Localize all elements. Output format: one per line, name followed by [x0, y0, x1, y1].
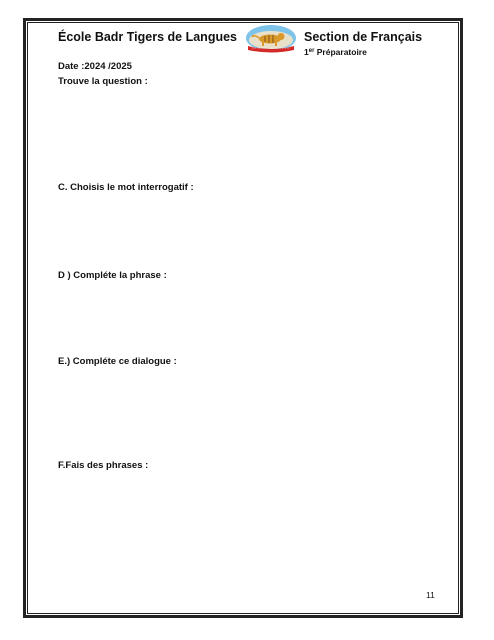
page-number: 11 — [426, 590, 435, 600]
question-title-interrogative-word: C. Choisis le mot interrogatif : — [58, 182, 194, 193]
question-title-make-sentences: F.Fais des phrases : — [58, 460, 149, 471]
school-year-date: Date :2024 /2025 — [58, 61, 132, 72]
question-title-complete-dialogue: E.) Compléte ce dialogue : — [58, 356, 177, 367]
section-name: Section de Français — [304, 30, 423, 44]
grade-label: Préparatoire — [314, 47, 367, 57]
grade-level — [304, 47, 367, 57]
school-name: École Badr Tigers de Langues — [58, 30, 237, 44]
grade-number: 1 — [304, 47, 309, 57]
page-border-inner — [27, 22, 459, 614]
question-title-complete-sentence: D ) Compléte la phrase : — [58, 270, 167, 281]
school-crest-tiger-icon — [244, 24, 298, 54]
grade-superscript: er — [308, 48, 315, 54]
question-title-find-question: Trouve la question : — [58, 76, 148, 87]
